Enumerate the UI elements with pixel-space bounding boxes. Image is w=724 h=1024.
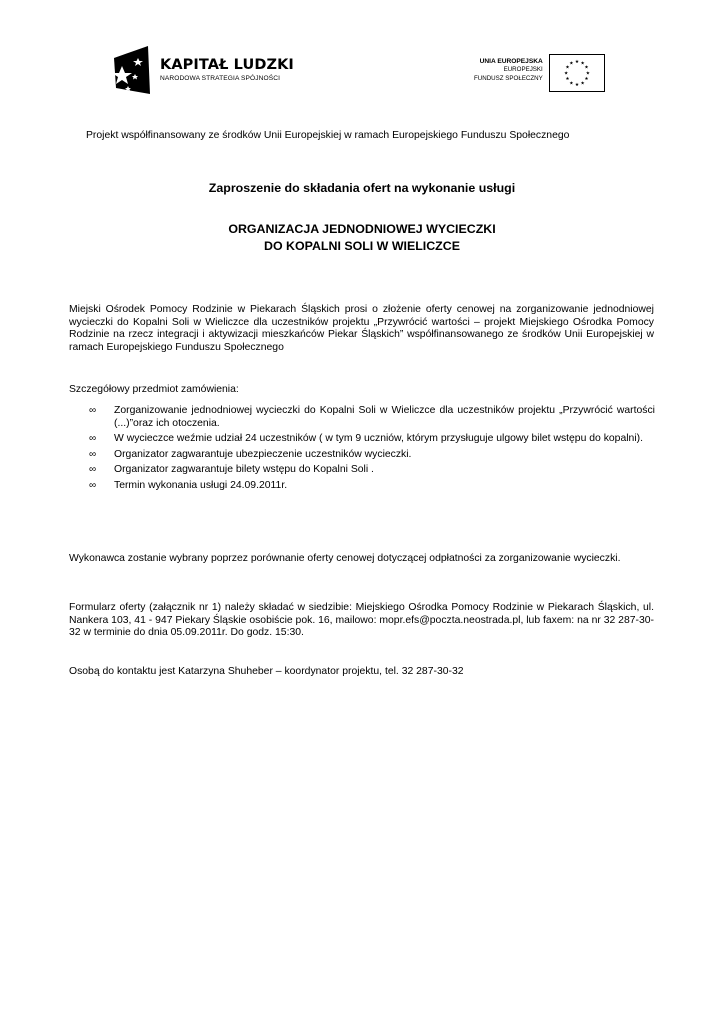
- list-item: [69, 449, 655, 462]
- svg-text:★: ★: [580, 81, 585, 87]
- svg-text:★: ★: [568, 81, 574, 87]
- subject-line-2: DO KOPALNI SOLI W WIELICZCE: [264, 239, 460, 253]
- details-heading: Szczegółowy przedmiot zamówienia:: [69, 384, 239, 395]
- contact-paragraph: Osobą do kontaktu jest Katarzyna Shuheber – koordynator projektu, tel. 32 287-30-32: [69, 666, 464, 677]
- list-item-text: Organizator zagwarantuje bilety wstępu do Kopalni Soli .: [114, 464, 374, 476]
- cofunding-note: Projekt współfinansowany ze środków Unii Europejskiej w ramach Europejskiego Funduszu Społecznego: [86, 130, 570, 141]
- kapital-ludzki-title: KAPITAŁ LUDZKI: [160, 57, 294, 73]
- details-list: [69, 405, 655, 496]
- eu-logo-text: [474, 58, 543, 83]
- document-subject: [0, 221, 724, 255]
- list-item: [69, 405, 655, 430]
- bullet-infinity-icon: ∞: [89, 405, 97, 416]
- eu-line-1: UNIA EUROPEJSKA: [479, 58, 543, 65]
- eu-logo: [474, 54, 605, 92]
- kapital-ludzki-subtitle: NARODOWA STRATEGIA SPÓJNOŚCI: [160, 75, 281, 82]
- form-info-paragraph: Formularz oferty (załącznik nr 1) należy składać w siedzibie: Miejskiego Ośrodka Pomocy Rodzinie w Piekarach Śląskich, ul. Nankera 103, 41 - 947 Piekary Śląskie osobiście pok. 16, mailowo: mopr.efs@poczta.neostrada.pl, lub faxem: na nr 32 287-30-32 w terminie do dnia 05.09.2011r. Do godz. 15:30.: [69, 602, 654, 639]
- list-item-text: W wycieczce weźmie udział 24 uczestników ( w tym 9 uczniów, którym przysługuje ulgowy bilet wstępu do kopalni).: [114, 433, 643, 445]
- subject-line-1: ORGANIZACJA JEDNODNIOWEJ WYCIECZKI: [228, 222, 496, 236]
- selection-paragraph: Wykonawca zostanie wybrany poprzez porównanie oferty cenowej dotyczącej odpłatności za zorganizowanie wycieczki.: [69, 553, 621, 564]
- intro-paragraph: Miejski Ośrodek Pomocy Rodzinie w Piekarach Śląskich prosi o złożenie oferty cenowej na zorganizowanie jednodniowej wycieczki do Kopalni Soli w Wieliczce dla uczestników projektu „Przywrócić wartości – projekt Miejskiego Ośrodka Pomocy Rodzinie na rzecz integracji i aktywizacji mieszkańców Piekar Śląskich” współfinansowanego ze środków Unii Europejskiej w ramach Europejskiego Funduszu Społecznego: [69, 304, 654, 353]
- bullet-infinity-icon: ∞: [89, 448, 97, 460]
- svg-text:★: ★: [585, 71, 590, 77]
- kapital-ludzki-logo: [110, 44, 294, 96]
- svg-text:★: ★: [574, 82, 579, 88]
- list-item-text: Zorganizowanie jednodniowej wycieczki do Kopalni Soli w Wieliczce dla uczestników projektu „Przywrócić wartości (...)”oraz ich otoczenia.: [114, 405, 655, 429]
- svg-text:★: ★: [563, 71, 568, 77]
- bullet-infinity-icon: ∞: [89, 464, 97, 476]
- document-title: Zaproszenie do składania ofert na wykonanie usługi: [208, 181, 516, 195]
- list-item: [69, 480, 655, 493]
- svg-text:★: ★: [565, 77, 570, 83]
- svg-text:★: ★: [565, 65, 570, 71]
- svg-text:★: ★: [574, 60, 579, 66]
- eu-line-3: FUNDUSZ SPOŁECZNY: [474, 74, 543, 82]
- list-item-text: Organizator zagwarantuje ubezpieczenie uczestników wycieczki.: [114, 448, 412, 460]
- list-item: [69, 464, 655, 477]
- svg-text:★: ★: [568, 61, 574, 67]
- bullet-infinity-icon: ∞: [89, 433, 97, 445]
- eu-line-2: EUROPEJSKI: [503, 66, 543, 74]
- kapital-ludzki-emblem-icon: [110, 44, 154, 96]
- svg-text:★: ★: [584, 65, 589, 71]
- bullet-infinity-icon: ∞: [89, 479, 97, 491]
- svg-text:★: ★: [584, 77, 589, 83]
- list-item-text: Termin wykonania usługi 24.09.2011r.: [114, 479, 288, 491]
- eu-flag-icon: [549, 54, 605, 92]
- list-item: [69, 433, 655, 446]
- svg-text:★: ★: [580, 61, 585, 67]
